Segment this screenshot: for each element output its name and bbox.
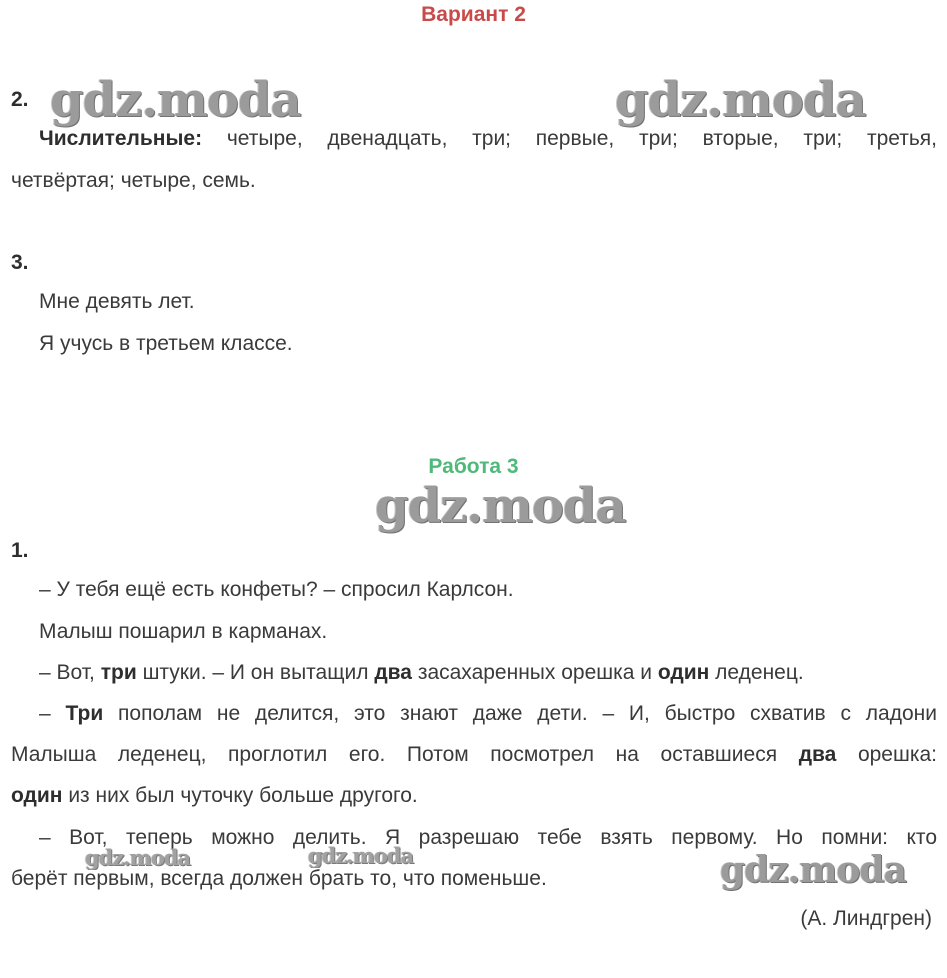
text-segment: леденец. bbox=[709, 661, 804, 684]
text-segment: орешка: bbox=[836, 743, 937, 766]
watermark-logo: gdz.moda bbox=[85, 845, 191, 870]
bold-numeral: Три bbox=[65, 702, 104, 725]
task-1-line-2: Малыш пошарил в карманах. bbox=[39, 620, 328, 643]
section-title: Работа 3 bbox=[428, 455, 519, 478]
task-1-line-4 bbox=[39, 701, 937, 727]
task-2-line-2: четвёртая; четыре, семь. bbox=[11, 169, 256, 192]
task-2-number: 2. bbox=[11, 88, 29, 111]
bold-numeral: один bbox=[11, 784, 63, 807]
task-1-line-6 bbox=[11, 783, 418, 809]
task-1-line-3 bbox=[39, 660, 804, 686]
task-2-label: Числительные: bbox=[39, 127, 203, 150]
text-segment: – Вот, bbox=[39, 661, 101, 684]
bold-numeral: два bbox=[374, 661, 412, 684]
task-1-line-7: – Вот, теперь можно делить. Я разрешаю тебе взять первому. Но помни: кто bbox=[39, 826, 937, 849]
task-1-line-8: берёт первым, всегда должен брать то, что поменьше. bbox=[11, 867, 547, 890]
bold-numeral: один bbox=[657, 661, 710, 684]
watermark-logo: gdz.moda bbox=[308, 843, 414, 868]
watermark-logo: gdz.moda bbox=[375, 478, 626, 534]
bold-numeral: три bbox=[100, 661, 137, 684]
text-segment: пополам не делится, это знают даже дети. – И, быстро схватив с ладони bbox=[103, 702, 937, 725]
text-segment: – bbox=[39, 702, 66, 725]
author-attribution: (А. Линдгрен) bbox=[800, 907, 932, 930]
task-3-line-2: Я учусь в третьем классе. bbox=[39, 332, 293, 355]
watermark-logo: gdz.moda bbox=[50, 72, 301, 128]
watermark-logo: gdz.moda bbox=[720, 849, 906, 891]
task-1-line-1: – У тебя ещё есть конфеты? – спросил Карлсон. bbox=[39, 578, 514, 601]
text-segment: штуки. – И он вытащил bbox=[136, 661, 375, 684]
task-3-number: 3. bbox=[11, 251, 29, 274]
task-3-line-1: Мне девять лет. bbox=[39, 290, 195, 313]
text-segment: из них был чуточку больше другого. bbox=[62, 784, 418, 807]
task-2-line-1-text: четыре, двенадцать, три; первые, три; вторые, три; третья, bbox=[202, 127, 937, 150]
task-2-line-1 bbox=[39, 126, 937, 152]
task-1-number: 1. bbox=[11, 539, 29, 562]
watermark-logo: gdz.moda bbox=[615, 72, 866, 128]
bold-numeral: два bbox=[798, 743, 837, 766]
text-segment: засахаренных орешка и bbox=[411, 661, 658, 684]
text-segment: Малыша леденец, проглотил его. Потом посмотрел на оставшиеся bbox=[11, 743, 799, 766]
task-1-line-5 bbox=[11, 742, 937, 768]
variant-title: Вариант 2 bbox=[421, 3, 526, 26]
